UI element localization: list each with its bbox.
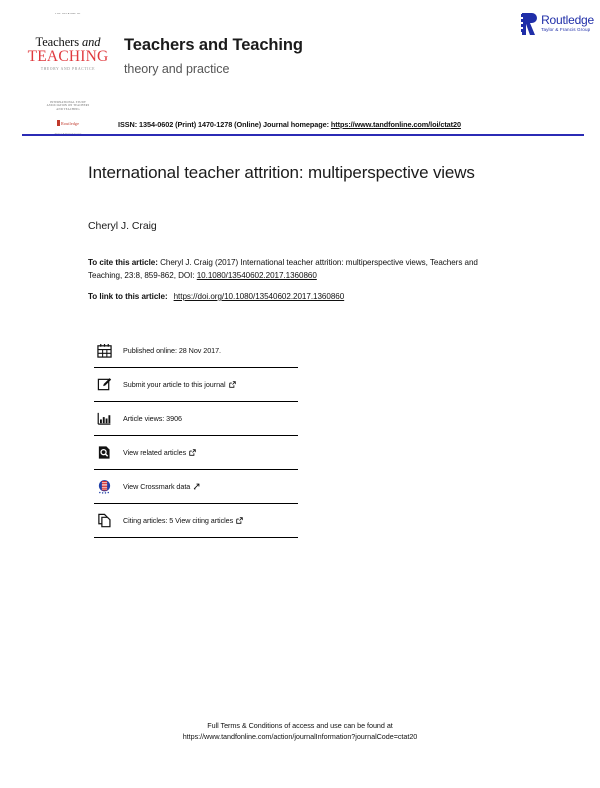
article-author: Cheryl J. Craig	[88, 220, 157, 232]
metric-label-published-online: Published online: 28 Nov 2017.	[123, 346, 221, 355]
crossmark-icon	[94, 477, 114, 497]
calendar-icon	[94, 341, 114, 361]
doi-link[interactable]: 10.1080/13540602.2017.1360860	[196, 270, 317, 280]
journal-logo-micro-text: THE JOURNAL OF	[54, 13, 82, 15]
metric-text-related-articles: View related articles	[123, 447, 187, 457]
journal-logo-line-1-plain: Teachers	[35, 34, 82, 49]
journal-logo-line-2: TEACHING	[27, 48, 109, 66]
external-link-icon	[229, 381, 236, 390]
journal-header	[0, 0, 600, 136]
footer-line-2: https://www.tandfonline.com/action/journalInformation?journalCode=ctat20	[182, 732, 418, 742]
journal-subtitle: theory and practice	[124, 61, 230, 76]
routledge-red-bar-icon	[57, 120, 60, 126]
page-footer	[0, 720, 600, 742]
routledge-logo	[521, 13, 594, 36]
association-logo	[22, 101, 114, 137]
citation-label: To cite this article:	[88, 258, 158, 267]
metric-row-article-views	[94, 402, 298, 435]
routledge-tagline: Taylor & Francis Group	[541, 27, 591, 32]
header-divider	[22, 134, 584, 136]
metric-text-crossmark: View Crossmark data	[123, 481, 191, 491]
metric-label-article-views: Article views: 3906	[123, 414, 182, 423]
metric-row-submit-article[interactable]	[94, 368, 298, 401]
journal-title: Teachers and Teaching	[124, 36, 303, 54]
metric-row-crossmark[interactable]	[94, 470, 298, 503]
page-title: International teacher attrition: multiperspective views	[88, 163, 475, 182]
metric-divider	[94, 537, 298, 538]
routledge-mark-icon	[521, 13, 538, 36]
association-routledge-name: Routledge	[60, 121, 80, 127]
association-line-2: ASSOCIATION ON TEACHERS	[46, 104, 90, 108]
association-line-1: INTERNATIONAL STUDY	[49, 101, 87, 104]
external-link-icon	[236, 517, 243, 526]
citation-block	[88, 257, 500, 283]
footer-line-1: Full Terms & Conditions of access and use can be found at	[207, 721, 393, 730]
journal-logo-line-1-italic: and	[82, 34, 101, 49]
related-articles-icon	[94, 443, 114, 463]
journal-logo-line-3: THEORY AND PRACTICE	[40, 66, 96, 71]
metric-row-published-online	[94, 334, 298, 367]
citation-text: Cheryl J. Craig (2017) International teacher attrition: multiperspective views, Teachers and Teaching, 23:8, 859-862, DOI:	[88, 258, 478, 280]
article-link-label: To link to this article:	[88, 292, 168, 301]
metric-row-citing-articles[interactable]	[94, 504, 298, 537]
metric-label-related-articles[interactable]	[123, 448, 196, 458]
article-link-block	[88, 292, 500, 301]
metric-row-related-articles[interactable]	[94, 436, 298, 469]
metric-text-submit-article: Submit your article to this journal	[123, 379, 226, 389]
metric-label-citing-articles[interactable]	[123, 516, 243, 526]
article-metrics-list	[94, 334, 298, 538]
metric-label-submit-article[interactable]	[123, 380, 236, 390]
external-link-icon	[189, 449, 196, 458]
bar-chart-icon	[94, 409, 114, 429]
article-doi-url[interactable]: https://doi.org/10.1080/13540602.2017.1360860	[173, 292, 345, 301]
metric-label-crossmark[interactable]	[123, 482, 200, 492]
external-link-icon	[193, 483, 200, 492]
citing-articles-icon	[94, 511, 114, 531]
association-routledge-mark	[57, 120, 79, 126]
submit-article-icon	[94, 375, 114, 395]
journal-logo-line-1	[22, 36, 114, 49]
journal-homepage-link[interactable]: https://www.tandfonline.com/loi/ctat20	[330, 120, 461, 129]
routledge-wordmark	[541, 13, 594, 33]
metric-text-citing-articles: Citing articles: 5 View citing articles	[123, 515, 234, 525]
routledge-name: Routledge	[541, 13, 594, 27]
masthead	[124, 36, 303, 76]
journal-logo	[22, 13, 114, 71]
issn-text: ISSN: 1354-0602 (Print) 1470-1278 (Online) Journal homepage:	[118, 120, 331, 129]
association-line-3: AND TEACHING	[56, 107, 80, 111]
issn-line	[118, 120, 461, 129]
